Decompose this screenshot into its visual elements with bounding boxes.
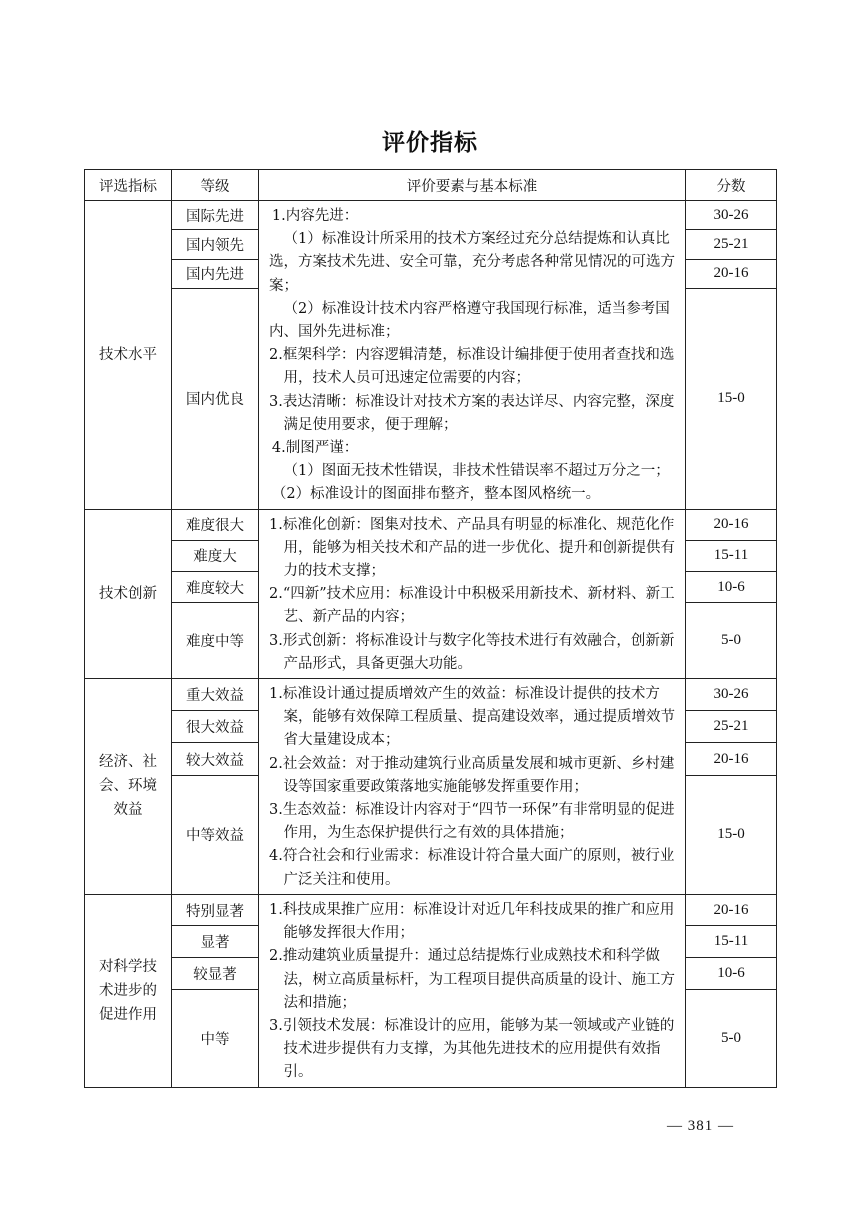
criteria-cell <box>259 679 686 895</box>
category-tech-innovation: 技术创新 <box>85 509 172 678</box>
category-benefits <box>85 679 172 895</box>
criteria-line: 4.符合社会和行业需求：标准设计符合量大面广的原则，被行业广泛关注和使用。 <box>269 848 675 888</box>
category-line: 术进步的 <box>99 982 157 999</box>
level-cell: 国内先进 <box>172 259 259 288</box>
criteria-cell <box>259 509 686 678</box>
header-score: 分数 <box>686 170 777 201</box>
criteria-cell <box>259 894 686 1087</box>
score-cell: 20-16 <box>686 894 777 926</box>
criteria-line: 3.引领技术发展：标准设计的应用，能够为某一领域或产业链的技术进步提供有力支撑，为其他先进技术的应用提供有效指引。 <box>269 1017 675 1081</box>
header-level: 等级 <box>172 170 259 201</box>
level-cell: 难度大 <box>172 540 259 571</box>
score-cell: 5-0 <box>686 989 777 1087</box>
criteria-line: 2.“四新”技术应用：标准设计中积极采用新技术、新材料、新工艺、新产品的内容； <box>269 586 675 626</box>
page-number: — 381 — <box>667 1118 734 1134</box>
score-cell: 25-21 <box>686 711 777 743</box>
score-cell: 10-6 <box>686 958 777 990</box>
score-cell: 15-11 <box>686 926 777 958</box>
score-cell: 20-16 <box>686 259 777 288</box>
score-cell: 20-16 <box>686 509 777 540</box>
criteria-line: （1）标准设计所采用的技术方案经过充分总结提炼和认真比选，方案技术先进、安全可靠，充分考虑各种常见情况的可选方案； <box>269 231 675 294</box>
table-row <box>85 679 777 711</box>
score-cell: 10-6 <box>686 571 777 602</box>
level-cell: 难度很大 <box>172 509 259 540</box>
header-criteria: 评价要素与基本标准 <box>259 170 686 201</box>
category-line: 效益 <box>113 802 143 819</box>
criteria-line: 3.形式创新：将标准设计与数字化等技术进行有效融合，创新新产品形式，具备更强大功能。 <box>269 632 675 672</box>
score-cell: 20-16 <box>686 743 777 775</box>
criteria-line: 1.科技成果推广应用：标准设计对近几年科技成果的推广和应用能够发挥很大作用； <box>269 901 675 942</box>
level-cell: 国内优良 <box>172 288 259 509</box>
level-cell: 中等效益 <box>172 775 259 894</box>
level-cell: 重大效益 <box>172 679 259 711</box>
criteria-line: （1）图面无技术性错误，非技术性错误率不超过万分之一； <box>283 463 670 480</box>
table-row <box>85 509 777 540</box>
table-row <box>85 894 777 926</box>
criteria-line: 1.标准化创新：图集对技术、产品具有明显的标准化、规范化作用，能够为相关技术和产品的进一步优化、提升和创新提供有力的技术支撑； <box>269 516 675 580</box>
criteria-cell <box>259 201 686 510</box>
score-cell: 15-11 <box>686 540 777 571</box>
category-line: 促进作用 <box>99 1006 157 1023</box>
level-cell: 特别显著 <box>172 894 259 926</box>
criteria-line: 1.标准设计通过提质增效产生的效益：标准设计提供的技术方案，能够有效保障工程质量、提高建设效率，通过提质增效节省大量建设成本； <box>269 686 675 749</box>
criteria-line: 3.生态效益：标准设计内容对于“四节一环保”有非常明显的促进作用，为生态保护提供行之有效的具体措施； <box>269 802 675 842</box>
criteria-line: 3.表达清晰：标准设计对技术方案的表达详尽、内容完整，深度满足使用要求，便于理解； <box>269 393 675 433</box>
category-tech-progress <box>85 894 172 1087</box>
level-cell: 国际先进 <box>172 201 259 230</box>
score-cell: 25-21 <box>686 230 777 259</box>
criteria-line: （2）标准设计的图面排布整齐，整本图风格统一。 <box>271 486 601 503</box>
criteria-line: 2.社会效益：对于推动建筑行业高质量发展和城市更新、乡村建设等国家重要政策落地实施能够发挥重要作用； <box>269 755 675 795</box>
score-cell: 5-0 <box>686 603 777 679</box>
page-title: 评价指标 <box>382 130 478 156</box>
criteria-line: 2.推动建筑业质量提升：通过总结提炼行业成熟技术和科学做法，树立高质量标杆，为工程项目提供高质量的设计、施工方法和措施； <box>269 948 675 1011</box>
header-category: 评选指标 <box>85 170 172 201</box>
level-cell: 中等 <box>172 989 259 1087</box>
level-cell: 国内领先 <box>172 230 259 259</box>
criteria-line: 1.内容先进： <box>271 208 359 224</box>
level-cell: 难度较大 <box>172 571 259 602</box>
criteria-line: 4.制图严谨： <box>271 440 359 457</box>
level-cell: 较大效益 <box>172 743 259 775</box>
category-line: 经济、社 <box>99 754 157 771</box>
criteria-line: 2.框架科学：内容逻辑清楚，标准设计编排便于使用者查找和选用，技术人员可迅速定位需要的内容； <box>269 347 675 387</box>
category-line: 会、环境 <box>99 778 157 795</box>
table-row <box>85 201 777 230</box>
level-cell: 很大效益 <box>172 711 259 743</box>
score-cell: 30-26 <box>686 679 777 711</box>
level-cell: 较显著 <box>172 958 259 990</box>
level-cell: 难度中等 <box>172 603 259 679</box>
level-cell: 显著 <box>172 926 259 958</box>
category-tech-level: 技术水平 <box>85 201 172 510</box>
criteria-line: （2）标准设计技术内容严格遵守我国现行标准，适当参考国内、国外先进标准； <box>269 300 670 341</box>
score-cell: 15-0 <box>686 288 777 509</box>
evaluation-table <box>84 169 777 1088</box>
category-line: 对科学技 <box>99 958 157 975</box>
score-cell: 30-26 <box>686 201 777 230</box>
table-header-row <box>85 170 777 201</box>
score-cell: 15-0 <box>686 775 777 894</box>
